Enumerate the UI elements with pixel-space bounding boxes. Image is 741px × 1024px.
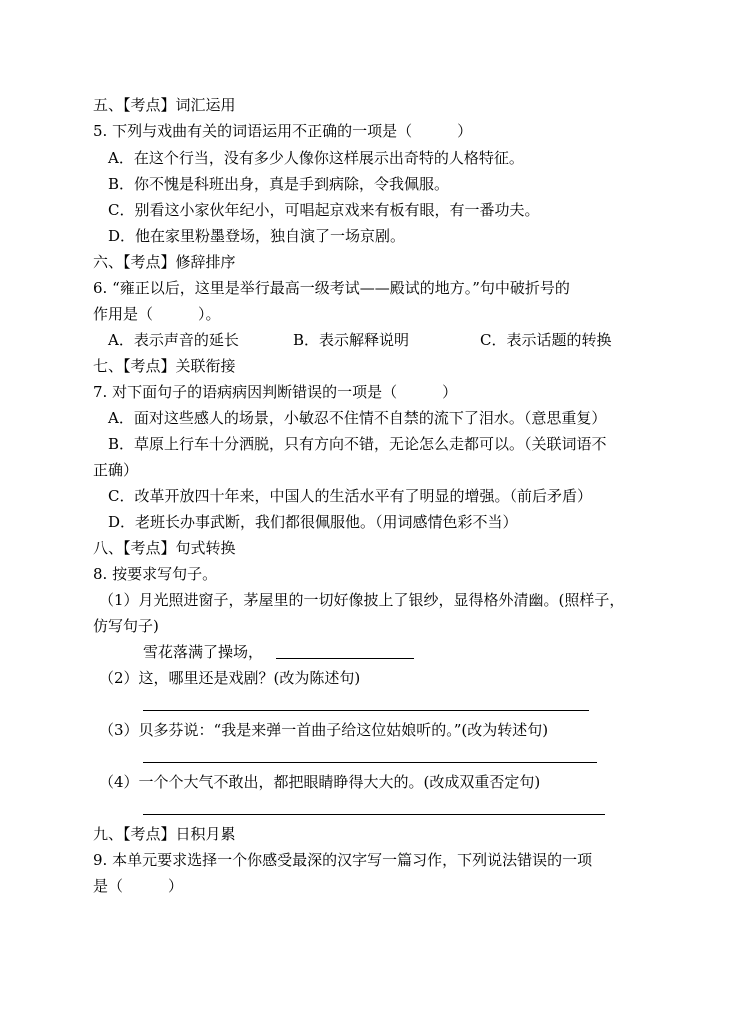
question-9-line1: 9. 本单元要求选择一个你感受最深的汉字写一篇习作，下列说法错误的一项 bbox=[93, 851, 593, 869]
question-6-line2: 作用是（ ）。 bbox=[93, 305, 221, 323]
section-7-heading: 七、【考点】关联衔接 bbox=[93, 357, 236, 375]
q5-option-c: C．别看这小家伙年纪小，可唱起京戏来有板有眼，有一番功夫。 bbox=[108, 201, 540, 219]
section-6-heading: 六、【考点】修辞排序 bbox=[93, 253, 236, 271]
section-5-heading: 五、【考点】词汇运用 bbox=[93, 96, 236, 114]
q8-item3-answer-line[interactable] bbox=[143, 762, 597, 763]
q8-item2: （2）这，哪里还是戏剧？(改为陈述句) bbox=[99, 669, 361, 687]
q8-item3: （3）贝多芬说：“我是来弹一首曲子给这位姑娘听的。”(改为转述句) bbox=[99, 721, 549, 739]
q6-option-b: B．表示解释说明 bbox=[293, 331, 410, 349]
q8-item1-answer-line[interactable] bbox=[276, 658, 414, 659]
q5-option-d: D．他在家里粉墨登场，独自演了一场京剧。 bbox=[108, 227, 406, 245]
q6-option-c: C．表示话题的转换 bbox=[480, 331, 612, 349]
q8-item4-answer-line[interactable] bbox=[143, 814, 605, 815]
q5-option-a: A．在这个行当，没有多少人像你这样展示出奇特的人格特征。 bbox=[108, 149, 524, 167]
q8-item1-prompt: 雪花落满了操场， bbox=[143, 643, 264, 661]
question-8: 8. 按要求写句子。 bbox=[93, 565, 218, 583]
q8-item4: （4）一个个大气不敢出，都把眼睛睁得大大的。(改成双重否定句) bbox=[99, 773, 541, 791]
q8-item1-line1: （1）月光照进窗子，茅屋里的一切好像披上了银纱，显得格外清幽。(照样子， bbox=[99, 591, 625, 609]
q5-option-b: B．你不愧是科班出身，真是手到病除，令我佩服。 bbox=[108, 175, 450, 193]
q7-option-b-line2: 正确） bbox=[93, 461, 139, 479]
q8-item1-line2: 仿写句子) bbox=[93, 617, 159, 635]
q7-option-b-line1: B．草原上行车十分洒脱，只有方向不错，无论怎么走都可以。（关联词语不 bbox=[108, 435, 607, 453]
q7-option-c: C．改革开放四十年来，中国人的生活水平有了明显的增强。（前后矛盾） bbox=[108, 487, 592, 505]
question-9-line2: 是（ ） bbox=[93, 877, 184, 895]
question-5: 5. 下列与戏曲有关的词语运用不正确的一项是（ ） bbox=[93, 122, 473, 140]
q7-option-a: A．面对这些感人的场景，小敏忍不住情不自禁的流下了泪水。（意思重复） bbox=[108, 409, 607, 427]
q6-option-a: A．表示声音的延长 bbox=[108, 331, 239, 349]
section-8-heading: 八、【考点】句式转换 bbox=[93, 539, 236, 557]
question-7: 7. 对下面句子的语病病因判断错误的一项是（ ） bbox=[93, 383, 458, 401]
section-9-heading: 九、【考点】日积月累 bbox=[93, 825, 236, 843]
question-6-line1: 6. “雍正以后，这里是举行最高一级考试——殿试的地方。”句中破折号的 bbox=[93, 279, 570, 297]
q7-option-d: D．老班长办事武断，我们都很佩服他。（用词感情色彩不当） bbox=[108, 513, 518, 531]
q8-item2-answer-line[interactable] bbox=[143, 710, 589, 711]
